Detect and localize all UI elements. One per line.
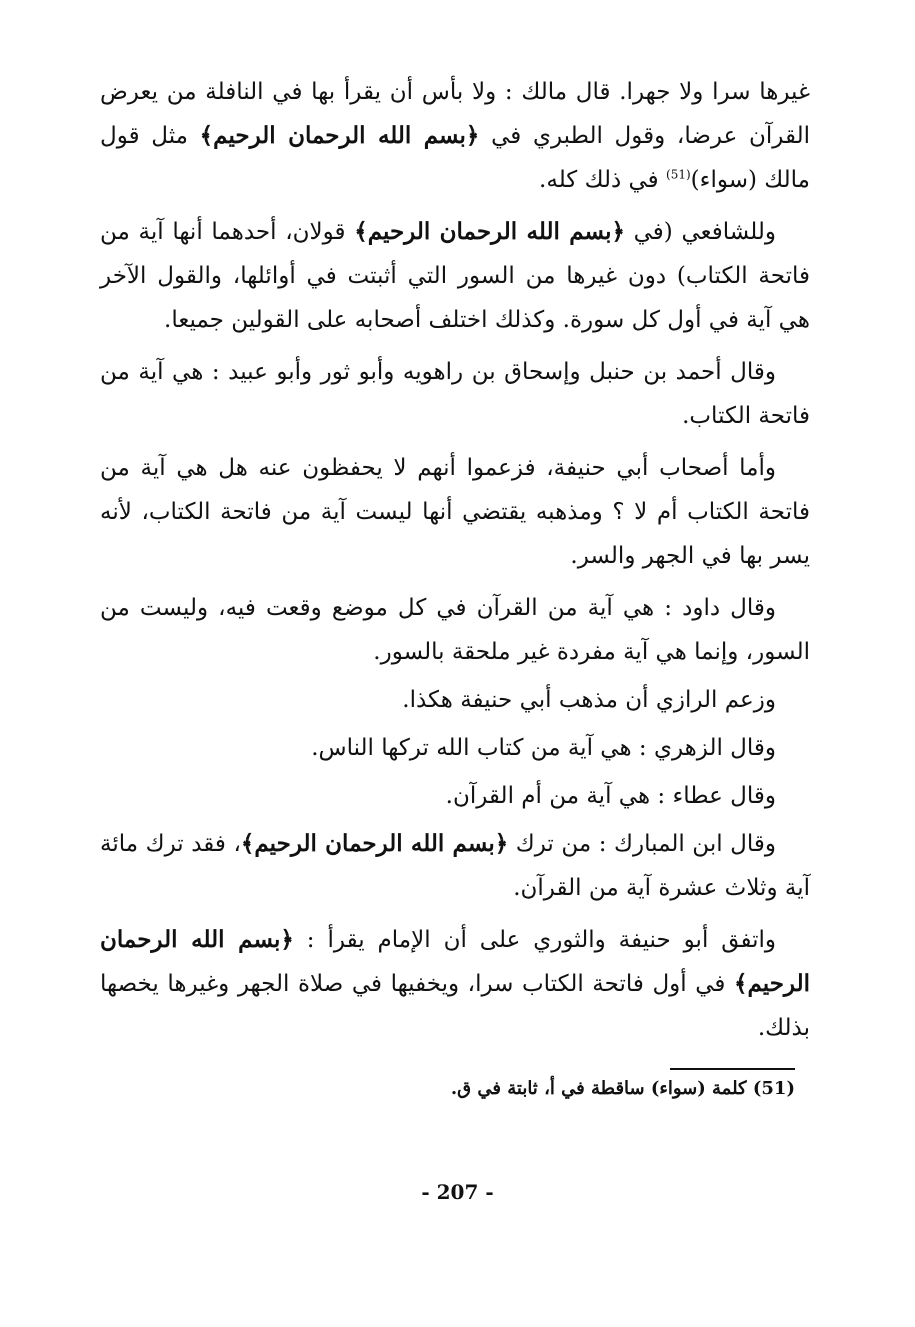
text-segment: ، فقد ترك مائة آية وثلاث عشرة آية من القرآن. xyxy=(100,831,810,901)
page-number: - 207 - xyxy=(421,1180,494,1204)
paragraph-1 xyxy=(100,70,810,202)
paragraph-8 xyxy=(100,774,810,818)
paragraph-9 xyxy=(100,822,810,910)
text-segment: وللشافعي (في xyxy=(624,219,776,245)
paragraph-2 xyxy=(100,210,810,342)
paragraph-10 xyxy=(100,918,810,1050)
paragraph-4 xyxy=(100,446,810,578)
text-segment: وقال ابن المبارك : من ترك xyxy=(508,831,776,857)
footnote: (51) كلمة (سواء) ساقطة في أ، ثابتة في ق. xyxy=(450,1078,795,1099)
text-segment: وقال أحمد بن حنبل وإسحاق بن راهويه وأبو ثور وأبو عبيد : هي آية من فاتحة الكتاب. xyxy=(100,359,810,429)
footnote-marker: (51) xyxy=(666,167,691,182)
basmala-quote: ﴿بسم الله الرحمان الرحيم﴾ xyxy=(240,830,509,857)
paragraph-6 xyxy=(100,678,810,722)
text-segment: غيرها سرا ولا جهرا. قال مالك : ولا بأس أن يقرأ بها في النافلة من يعرض القرآن عرضا، وقول الطبري في xyxy=(100,79,810,149)
text-segment: في أول فاتحة الكتاب سرا، ويخفيها في صلاة الجهر وغيرها يخصها بذلك. xyxy=(100,971,810,1041)
text-segment: واتفق أبو حنيفة والثوري على أن الإمام يقرأ : xyxy=(293,927,777,953)
text-segment: وقال داود : هي آية من القرآن في كل موضع وقعت فيه، وليست من السور، وإنما هي آية مفردة غير ملحقة بالسور. xyxy=(100,595,810,665)
text-segment: قولان، أحدهما أنها آية من فاتحة الكتاب) دون غيرها من السور التي أثبتت في أوائلها، والقول الآخر هي آية في أول كل سورة. وكذلك اختلف أصحابه على القولين جميعا. xyxy=(100,219,810,333)
text-segment: مثل قول مالك (سواء) xyxy=(100,123,810,193)
text-segment: وقال عطاء : هي آية من أم القرآن. xyxy=(445,783,776,809)
paragraph-3 xyxy=(100,350,810,438)
basmala-quote: ﴿بسم الله الرحمان الرحيم﴾ xyxy=(354,218,625,245)
text-segment: وقال الزهري : هي آية من كتاب الله تركها الناس. xyxy=(311,735,776,761)
basmala-quote: ﴿بسم الله الرحمان الرحيم﴾ xyxy=(199,122,480,149)
text-segment: في ذلك كله. xyxy=(539,167,666,193)
text-segment: وزعم الرازي أن مذهب أبي حنيفة هكذا. xyxy=(402,687,776,713)
basmala-quote: ﴿بسم الله الرحمان الرحيم﴾ xyxy=(100,926,810,997)
text-segment: وأما أصحاب أبي حنيفة، فزعموا أنهم لا يحفظون عنه هل هي آية من فاتحة الكتاب أم لا ؟ ومذهبه يقتضي أنها ليست آية من فاتحة الكتاب، لأنه يسر بها في الجهر والسر. xyxy=(100,455,810,569)
main-text xyxy=(100,70,810,1058)
paragraph-5 xyxy=(100,586,810,674)
footnote-divider xyxy=(670,1068,795,1070)
paragraph-7 xyxy=(100,726,810,770)
